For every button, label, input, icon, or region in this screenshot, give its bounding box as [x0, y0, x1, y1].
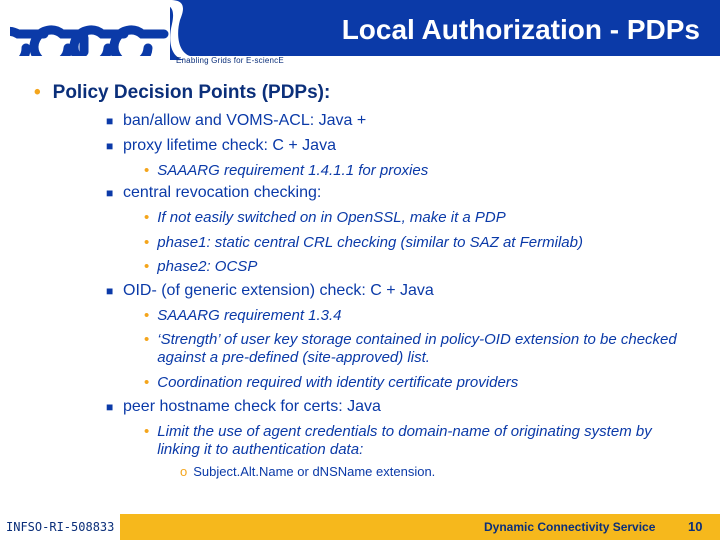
slide-header [0, 0, 720, 68]
square-bullet-icon: ■ [106, 186, 114, 200]
main-point: • Policy Decision Points (PDPs): [34, 82, 331, 103]
list-item: ■ central revocation checking: [106, 184, 322, 201]
footer-service-name: Dynamic Connectivity Service [484, 520, 656, 534]
footer-project-id: INFSO-RI-508833 [6, 520, 115, 534]
sub-list-item: • Limit the use of agent credentials to domain-name of originating system by linking it to authentication data: [144, 423, 652, 458]
tagline: Enabling Grids for E-sciencE [176, 56, 284, 65]
page-number: 10 [688, 519, 703, 534]
bullet-icon: • [144, 331, 150, 348]
list-item: ■ proxy lifetime check: C + Java [106, 137, 336, 154]
bullet-icon: • [144, 162, 150, 179]
bullet-icon: • [144, 307, 150, 324]
sub-list-item: • phase1: static central CRL checking (similar to SAZ at Fermilab) [144, 234, 583, 251]
bullet-icon: • [144, 374, 150, 391]
bullet-icon: • [144, 423, 150, 440]
square-bullet-icon: ■ [106, 139, 114, 153]
list-item: ■ OID- (of generic extension) check: C + Java [106, 282, 434, 299]
square-bullet-icon: ■ [106, 400, 114, 414]
slide-title: Local Authorization - PDPs [341, 14, 700, 45]
sub-list-item: • phase2: OCSP [144, 258, 258, 275]
list-item: ■ peer hostname check for certs: Java [106, 398, 381, 415]
bullet-icon: • [144, 234, 150, 251]
sub-sub-list-item: o Subject.Alt.Name or dNSName extension. [180, 464, 436, 479]
sub-list-item: • If not easily switched on in OpenSSL, make it a PDP [144, 209, 506, 226]
list-item: ■ ban/allow and VOMS-ACL: Java + [106, 112, 367, 129]
square-bullet-icon: ■ [106, 284, 114, 298]
sub-list-item: • Coordination required with identity certificate providers [144, 374, 519, 391]
slide-footer [0, 514, 720, 540]
bullet-icon: • [144, 258, 150, 275]
sub-list-item: • SAAARG requirement 1.3.4 [144, 307, 342, 324]
circle-bullet-icon: o [180, 464, 188, 479]
sub-list-item: • SAAARG requirement 1.4.1.1 for proxies [144, 162, 429, 179]
sub-list-item: • ‘Strength’ of user key storage contained in policy-OID extension to be checked against a pre-defined (site-approved) list. [144, 331, 677, 366]
bullet-icon: • [144, 209, 150, 226]
egee-logo [10, 8, 170, 56]
bullet-icon: • [34, 82, 41, 103]
square-bullet-icon: ■ [106, 114, 114, 128]
